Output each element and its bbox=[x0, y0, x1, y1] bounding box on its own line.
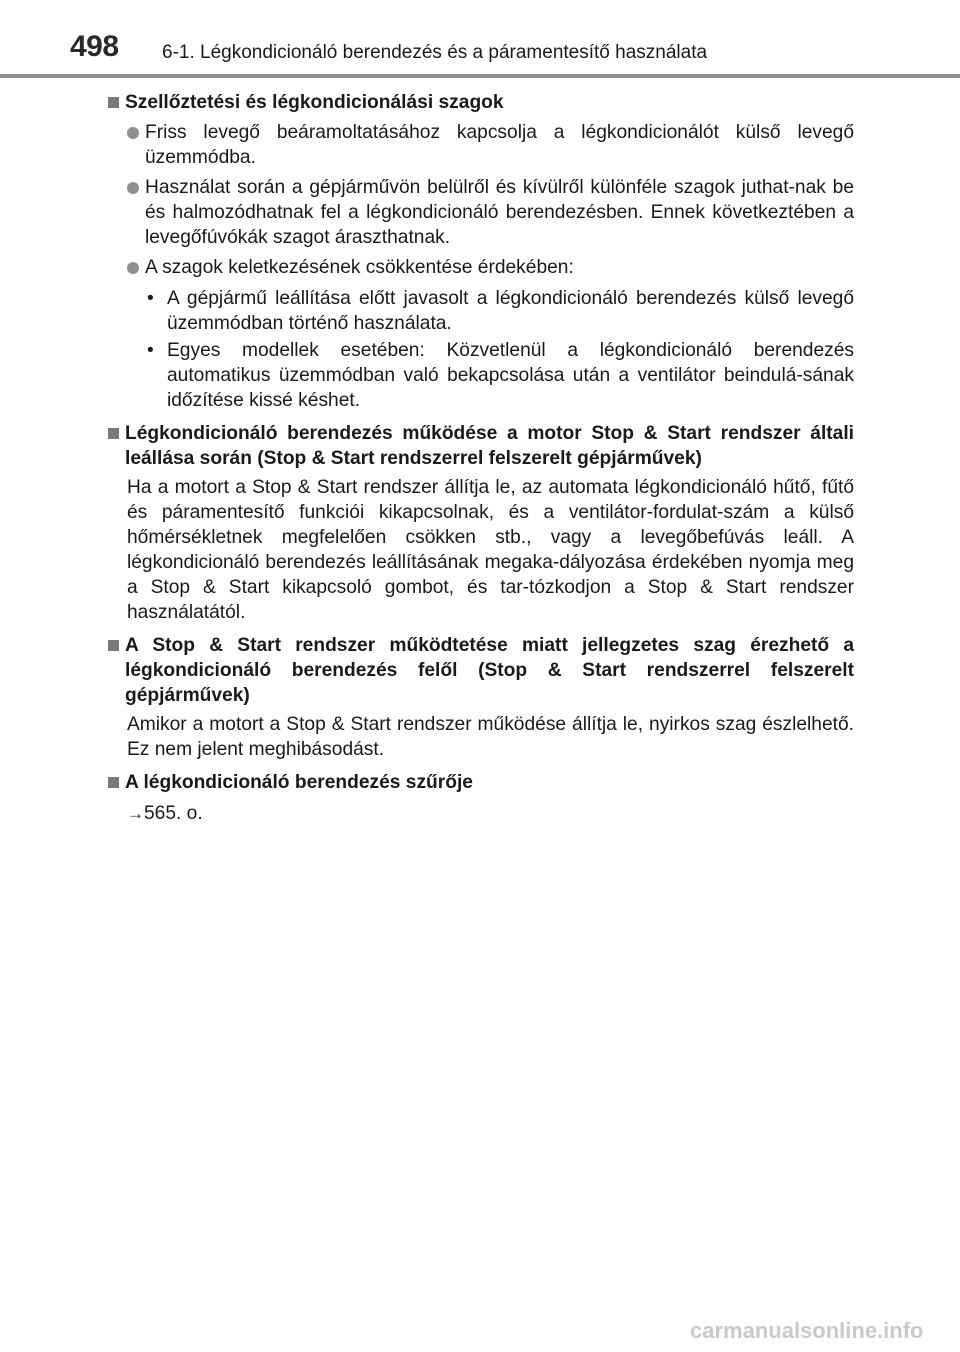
sub-list-item bbox=[145, 338, 854, 413]
list-item-text: Friss levegő beáramoltatásához kapcsolja a légkondicionálót külső levegő üzemmódba. bbox=[145, 122, 854, 168]
bullet-icon: • bbox=[147, 288, 154, 309]
header-divider bbox=[0, 74, 960, 78]
circle-bullet-icon bbox=[127, 182, 139, 194]
page-reference[interactable] bbox=[127, 801, 854, 826]
chapter-title: 6-1. Légkondicionáló berendezés és a páramentesítő használata bbox=[162, 42, 708, 63]
sub-list-item-text: Egyes modellek esetében: Közvetlenül a légkondicionáló berendezés automatikus üzemmódban való bekapcsolása után a ventilátor beindulá-sának időzítése kissé késhet. bbox=[167, 340, 854, 411]
square-bullet-icon bbox=[108, 777, 119, 788]
bullet-icon: • bbox=[147, 340, 154, 361]
section-stop-start-odor bbox=[106, 633, 854, 762]
sub-list-item-text: A gépjármű leállítása előtt javasolt a légkondicionáló berendezés külső levegő üzemmódban történő használata. bbox=[167, 288, 854, 334]
list-item-text: Használat során a gépjárművön belülről és kívülről különféle szagok juthat-nak be és halmozódhatnak fel a légkondicionáló berendezésben. Ennek következtében a levegőfúvókák szagot áraszthatnak. bbox=[145, 177, 854, 248]
page-number: 498 bbox=[70, 30, 119, 63]
section-odors bbox=[106, 90, 854, 413]
section-filter bbox=[106, 770, 854, 826]
section-heading bbox=[106, 90, 854, 115]
list-item bbox=[127, 175, 854, 250]
section-heading-text: Szellőztetési és légkondicionálási szagok bbox=[125, 92, 504, 113]
section-heading bbox=[106, 633, 854, 708]
sub-list bbox=[145, 286, 854, 413]
section-heading bbox=[106, 421, 854, 471]
arrow-right-icon: → bbox=[127, 804, 144, 823]
section-paragraph: Ha a motort a Stop & Start rendszer állítja le, az automata légkondicionáló hűtő, fűtő és páramentesítő funkciói kikapcsolnak, és a ventilátor-fordulat-szám a külső hőmérsékletnek megfelelően csökken stb., vagy a levegőbefúvás leáll. A légkondicionáló berendezés leállításának megaka-dályozása érdekében nyomja meg a Stop & Start kikapcsoló gombot, és tar-tózkodjon a Stop & Start rendszer használatától. bbox=[127, 477, 854, 623]
list-item bbox=[127, 120, 854, 170]
section-heading-text: A Stop & Start rendszer működtetése miatt jellegzetes szag érezhető a légkondicionáló berendezés felől (Stop & Start rendszerrel felszerelt gépjárművek) bbox=[125, 635, 854, 706]
square-bullet-icon bbox=[108, 428, 119, 439]
circle-bullet-icon bbox=[127, 262, 139, 274]
watermark: carmanualsonline.info bbox=[690, 1318, 924, 1343]
square-bullet-icon bbox=[108, 640, 119, 651]
section-heading-text: Légkondicionáló berendezés működése a motor Stop & Start rendszer általi leállása során (Stop & Start rendszerrel felszerelt gépjárművek) bbox=[125, 423, 854, 469]
page-header bbox=[0, 0, 960, 78]
page-content bbox=[106, 90, 854, 834]
section-heading bbox=[106, 770, 854, 795]
section-heading-text: A légkondicionáló berendezés szűrője bbox=[125, 772, 473, 793]
page-reference-text: 565. o. bbox=[144, 803, 203, 824]
list-item-text: A szagok keletkezésének csökkentése érdekében: bbox=[145, 257, 574, 278]
sub-list-item bbox=[145, 286, 854, 336]
square-bullet-icon bbox=[108, 97, 119, 108]
list-item bbox=[127, 255, 854, 280]
circle-bullet-icon bbox=[127, 127, 139, 139]
section-paragraph: Amikor a motort a Stop & Start rendszer működése állítja le, nyirkos szag észlelhető. Ez nem jelent meghibásodást. bbox=[127, 714, 854, 760]
section-stop-start-operation bbox=[106, 421, 854, 625]
